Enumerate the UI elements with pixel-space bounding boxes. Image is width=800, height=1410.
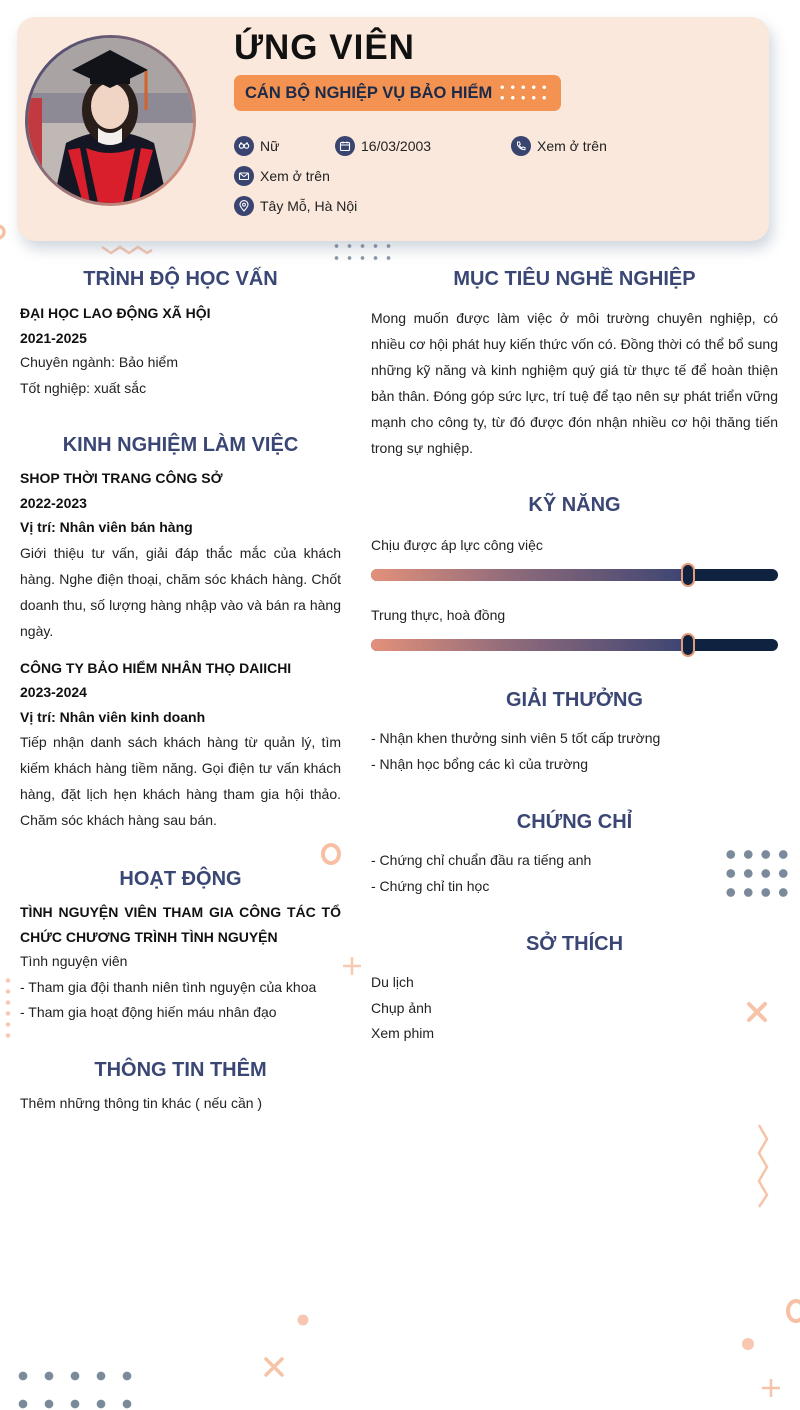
extra-info-text: Thêm những thông tin khác ( nếu cần ): [20, 1094, 263, 1111]
job-title-text: CÁN BỘ NGHIỆP VỤ BẢO HIỂM: [245, 84, 493, 102]
zigzag-decoration: [754, 1122, 772, 1210]
email-value: Xem ở trên: [260, 168, 330, 184]
experience-item: [20, 466, 341, 644]
skill-fill: [371, 569, 688, 581]
plus-decoration: [760, 1377, 782, 1399]
hobbies-section: [371, 933, 778, 1047]
job-title-badge: [234, 75, 561, 111]
company-name: SHOP THỜI TRANG CÔNG SỞ: [20, 470, 223, 486]
extra-info-section: [20, 1059, 341, 1117]
certificates-section: [371, 811, 778, 899]
certificate-item: - Chứng chỉ chuẩn đầu ra tiếng anh: [371, 852, 592, 868]
objective-section: [371, 268, 778, 461]
birthdate-info: [335, 136, 431, 156]
company-name: CÔNG TY BẢO HIỂM NHÂN THỌ DAIICHI: [20, 659, 292, 676]
skills-section: [371, 494, 778, 651]
experience-description: Tiếp nhận danh sách khách hàng từ quản lý, tìm kiếm khách hàng tiềm năng. Gọi điện tư vấn khách hàng, đặt lịch hẹn khách hàng tham gia hội thảo. Chăm sóc khách hàng sau bán.: [20, 734, 341, 828]
plus-decoration: [341, 955, 363, 977]
awards-heading: GIẢI THƯỞNG: [506, 689, 643, 711]
gender-value: Nữ: [260, 138, 280, 154]
left-column: [20, 268, 341, 1116]
skill-label: Trung thực, hoà đồng: [371, 607, 506, 623]
certificates-heading: CHỨNG CHỈ: [516, 811, 633, 833]
education-section: [20, 268, 341, 401]
skill-slider-knob[interactable]: [681, 563, 695, 587]
hobbies-heading: SỞ THÍCH: [525, 933, 624, 955]
location-pin-icon: [234, 196, 254, 216]
hobby-item: Xem phim: [371, 1025, 435, 1041]
cross-decoration: [262, 1355, 286, 1379]
skill-slider-knob[interactable]: [681, 633, 695, 657]
experience-description: Giới thiệu tư vấn, giải đáp thắc mắc của khách hàng. Nghe điện thoại, chăm sóc khách hàng. Chốt doanh thu, số lượng hàng nhập vào và bán ra hàng ngày.: [20, 544, 341, 639]
experience-years: 2022-2023: [20, 494, 87, 511]
dot-decoration: [296, 1313, 310, 1327]
award-item: - Nhận học bổng các kì của trường: [371, 755, 588, 772]
experience-heading: KINH NGHIỆM LÀM VIỆC: [62, 434, 299, 456]
skills-heading: KỸ NĂNG: [528, 494, 621, 516]
mail-icon: [234, 166, 254, 186]
education-heading: TRÌNH ĐỘ HỌC VẤN: [83, 268, 278, 290]
dot-dash-decoration: [4, 975, 12, 1040]
activity-item: - Tham gia hoạt động hiến máu nhân đạo: [20, 1004, 277, 1020]
activity-item: - Tham gia đội thanh niên tình nguyện của khoa: [20, 978, 317, 995]
experience-section: [20, 434, 341, 833]
skill-bar: [371, 569, 778, 581]
gender-info: [234, 136, 279, 156]
hobby-item: Du lịch: [371, 974, 414, 990]
phone-info: [511, 136, 607, 156]
activity-heading: TÌNH NGUYỆN VIÊN THAM GIA CÔNG TÁC TỔ CHỨC CHƯƠNG TRÌNH TÌNH NGUYỆN: [20, 904, 341, 945]
hobby-item: Chụp ảnh: [371, 999, 432, 1016]
skill-item: [371, 537, 778, 581]
phone-icon: [511, 136, 531, 156]
calendar-icon: [335, 136, 355, 156]
skill-label: Chịu được áp lực công việc: [371, 537, 543, 553]
education-major: Chuyên ngành: Bảo hiểm: [20, 354, 178, 370]
ring-decoration: [0, 222, 12, 242]
school-name: ĐẠI HỌC LAO ĐỘNG XÃ HỘI: [20, 305, 211, 321]
ring-decoration: [782, 1296, 800, 1326]
right-column: [371, 268, 778, 1047]
objective-text: Mong muốn được làm việc ở môi trường chuyên nghiệp, có nhiều cơ hội phát huy kiến thức vốn có. Đồng thời có thể bổ sung những kỹ năng và kinh nghiệm quý giá từ thực tế để hoàn thiện bản thân. Đóng góp sức lực, trí tuệ để tạo nên sự phát triển vững mạnh cho công ty, từ đó được đón nhận nhiều cơ hội thăng tiến trong sự nghiệp.: [371, 310, 778, 456]
candidate-name: ỨNG VIÊN: [234, 28, 415, 67]
address-info: [234, 196, 357, 216]
certificate-item: - Chứng chỉ tin học: [371, 877, 490, 894]
avatar: [25, 35, 196, 206]
activity-role: Tình nguyện viên: [20, 953, 128, 969]
experience-years: 2023-2024: [20, 684, 87, 700]
zigzag-decoration: [100, 243, 154, 257]
phone-value: Xem ở trên: [537, 138, 607, 154]
objective-heading: MỤC TIÊU NGHỀ NGHIỆP: [453, 268, 696, 290]
activities-heading: HOẠT ĐỘNG: [119, 868, 242, 890]
skill-item: [371, 607, 778, 651]
experience-position: Vị trí: Nhân viên bán hàng: [20, 519, 193, 535]
dot-decoration: [740, 1336, 756, 1352]
birthdate-value: 16/03/2003: [361, 138, 432, 154]
skill-fill: [371, 639, 688, 651]
activities-section: [20, 868, 341, 1026]
dot-grid-decoration: [10, 1362, 140, 1410]
gender-icon: [234, 136, 254, 156]
award-item: - Nhận khen thưởng sinh viên 5 tốt cấp trường: [371, 730, 661, 746]
dot-grid-decoration: [497, 82, 549, 102]
skill-bar: [371, 639, 778, 651]
address-value: Tây Mỗ, Hà Nội: [260, 198, 358, 214]
experience-item: [20, 656, 341, 834]
education-graduation: Tốt nghiệp: xuất sắc: [20, 379, 147, 396]
email-info: [234, 166, 330, 186]
experience-position: Vị trí: Nhân viên kinh doanh: [20, 708, 206, 725]
awards-section: [371, 689, 778, 777]
education-years: 2021-2025: [20, 329, 87, 346]
extra-info-heading: THÔNG TIN THÊM: [94, 1058, 267, 1081]
